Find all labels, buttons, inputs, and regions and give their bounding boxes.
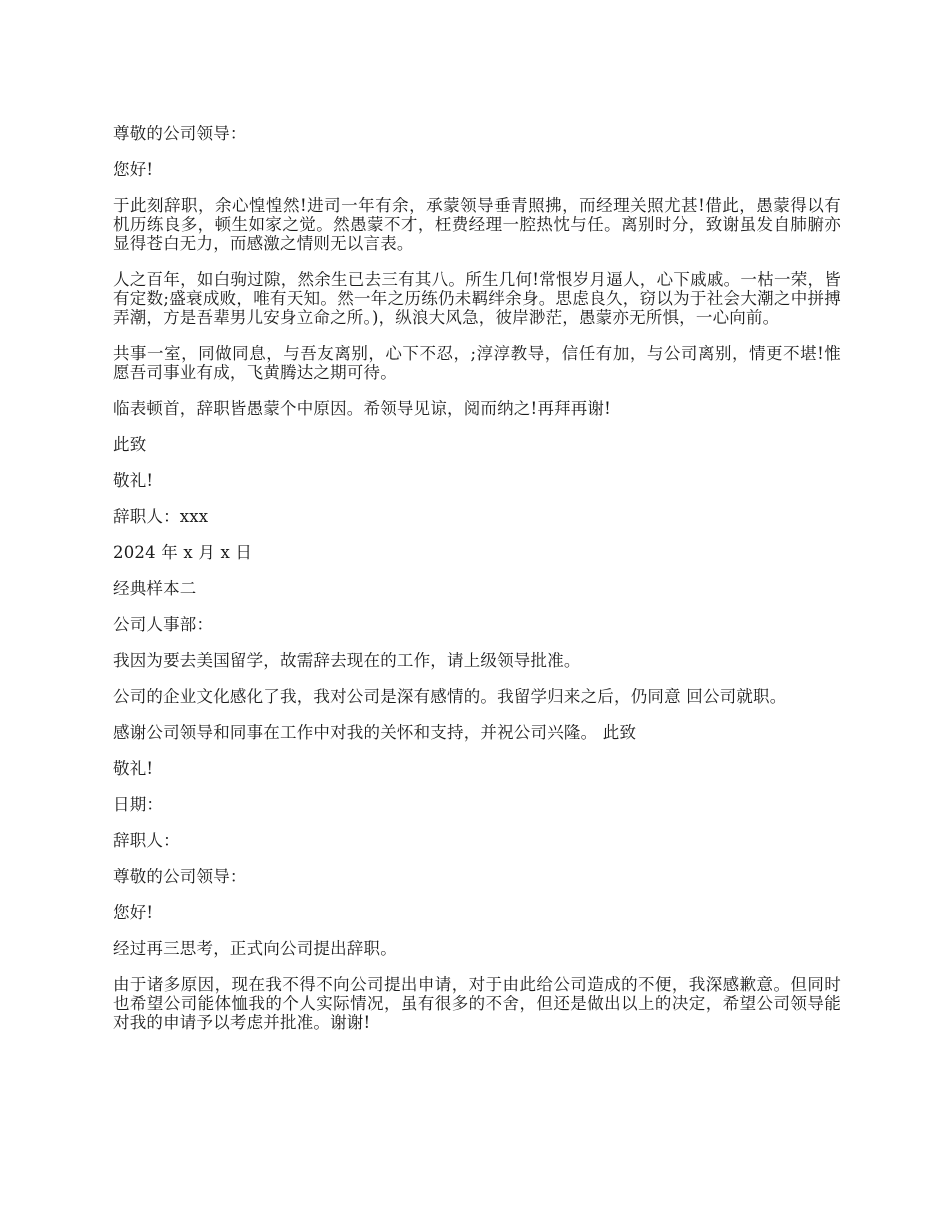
greeting: 您好! [113,160,154,179]
section-heading: 经典样本二 [113,579,197,598]
salutation: 尊敬的公司领导： [113,867,247,886]
body-paragraph: 人之百年，如白驹过隙，然余生已去三有其八。所生几何!常恨岁月逼人，心下戚戚。一枯一荣，皆有定数;盛衰成败，唯有天知。然一年之历练仍未羁绊余身。思虑良久，窃以为于社会大潮之中拼搏弄潮，方是吾辈男儿安身立命之所。)，纵浪大风急，彼岸渺茫，愚蒙亦无所惧，一心向前。 [113,270,841,327]
closing-salute: 敬礼! [113,471,154,490]
body-paragraph: 临表顿首，辞职皆愚蒙个中原因。希领导见谅，阅而纳之!再拜再谢! [113,399,611,418]
body-paragraph: 共事一室，同做同息，与吾友离别，心下不忍，;淳淳教导，信任有加，与公司离别，情更不堪!惟愿吾司事业有成，飞黄腾达之期可待。 [113,344,841,382]
body-paragraph: 于此刻辞职，余心惶惶然!进司一年有余，承蒙领导垂青照拂，而经理关照尤甚!借此，愚蒙得以有机历练良多，顿生如家之觉。然愚蒙不才，枉费经理一腔热忱与任。离别时分，致谢虽发自肺腑亦显得苍白无力，而感激之情则无以言表。 [113,196,841,253]
signature-line: 辞职人：xxx [113,507,209,526]
greeting: 您好! [113,903,154,922]
body-paragraph: 公司的企业文化感化了我，我对公司是深有感情的。我留学归来之后，仍同意 回公司就职。 [113,687,787,706]
date-line: 日期： [113,795,164,814]
body-paragraph: 由于诸多原因，现在我不得不向公司提出申请，对于由此给公司造成的不便，我深感歉意。但同时也希望公司能体恤我的个人实际情况，虽有很多的不舍，但还是做出以上的决定，希望公司领导能对我的申请予以考虑并批准。谢谢! [113,975,841,1032]
salutation: 公司人事部： [113,615,214,634]
body-paragraph: 感谢公司领导和同事在工作中对我的关怀和支持，并祝公司兴隆。 此致 [113,723,637,742]
signature-line: 辞职人： [113,831,180,850]
closing-line: 此致 [113,435,147,454]
date-line: 2024 年 x 月 x 日 [113,543,253,562]
document-page [113,124,841,1049]
body-paragraph: 我因为要去美国留学，故需辞去现在的工作，请上级领导批准。 [113,651,581,670]
salutation: 尊敬的公司领导： [113,124,247,143]
body-paragraph: 经过再三思考，正式向公司提出辞职。 [113,939,397,958]
closing-salute: 敬礼! [113,759,154,778]
